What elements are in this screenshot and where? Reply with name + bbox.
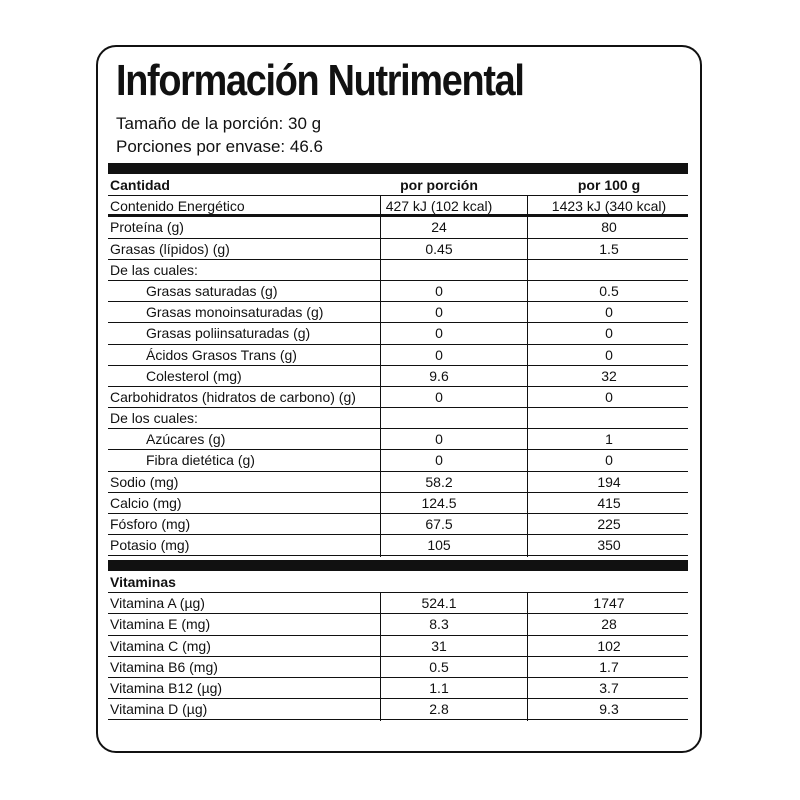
nutrient-name: Potasio (mg) bbox=[110, 537, 190, 554]
energy-label: Contenido Energético bbox=[110, 198, 245, 215]
value-per-100g: 0 bbox=[605, 346, 613, 363]
top-thick-divider bbox=[108, 163, 688, 174]
energy-per-100g: 1423 kJ (340 kcal) bbox=[551, 198, 667, 215]
nutrient-name: Colesterol (mg) bbox=[146, 367, 242, 384]
value-per-serving: 0 bbox=[435, 388, 443, 405]
table-row bbox=[108, 323, 688, 344]
value-per-serving: 124.5 bbox=[421, 494, 457, 511]
value-per-serving: 58.2 bbox=[425, 473, 453, 490]
label-title: Información Nutrimental bbox=[116, 56, 524, 105]
value-per-100g: 80 bbox=[601, 219, 617, 236]
value-per-serving: 8.3 bbox=[429, 616, 449, 633]
nutrient-name: Grasas monoinsaturadas (g) bbox=[146, 304, 324, 321]
value-per-serving: 0.45 bbox=[425, 240, 453, 257]
table-header-row bbox=[108, 175, 688, 196]
nutrient-name: Grasas (lípidos) (g) bbox=[110, 240, 230, 257]
value-per-100g: 0 bbox=[605, 325, 613, 342]
value-per-serving: 24 bbox=[431, 219, 447, 236]
vitamins-header-row bbox=[108, 572, 688, 593]
nutrient-name: Calcio (mg) bbox=[110, 494, 182, 511]
nutrient-name: Vitamina E (mg) bbox=[110, 616, 211, 633]
nutrient-name: Vitamina B12 (µg) bbox=[110, 679, 223, 696]
table-row bbox=[108, 450, 688, 471]
table-row bbox=[108, 535, 688, 556]
energy-row bbox=[108, 196, 688, 217]
value-per-serving: 0 bbox=[435, 346, 443, 363]
table-row bbox=[108, 281, 688, 302]
table-row bbox=[108, 408, 688, 429]
column-divider-2 bbox=[527, 196, 528, 557]
nutrient-name: Vitamina A (µg) bbox=[110, 595, 205, 612]
nutrient-name: Vitamina C (mg) bbox=[110, 637, 211, 654]
value-per-serving: 2.8 bbox=[429, 701, 449, 718]
value-per-100g: 0.5 bbox=[599, 282, 619, 299]
nutrient-name: Carbohidratos (hidratos de carbono) (g) bbox=[110, 388, 356, 405]
value-per-100g: 0 bbox=[605, 304, 613, 321]
table-row bbox=[108, 366, 688, 387]
value-per-100g: 0 bbox=[605, 388, 613, 405]
value-per-100g: 102 bbox=[597, 637, 621, 654]
vitamins-title: Vitaminas bbox=[110, 574, 176, 590]
value-per-100g: 225 bbox=[597, 516, 621, 532]
table-row bbox=[108, 239, 688, 260]
table-row bbox=[108, 387, 688, 408]
nutrient-name: Ácidos Grasos Trans (g) bbox=[146, 346, 297, 363]
nutrient-name: Fósforo (mg) bbox=[110, 516, 191, 532]
value-per-serving: 0 bbox=[435, 304, 443, 321]
value-per-serving: 31 bbox=[431, 637, 447, 654]
nutrient-name: Fibra dietética (g) bbox=[146, 452, 255, 469]
value-per-serving: 0.5 bbox=[429, 658, 449, 675]
value-per-serving: 0 bbox=[435, 431, 443, 448]
vitamin-column-divider-2 bbox=[527, 593, 528, 721]
table-row bbox=[108, 217, 688, 238]
table-row bbox=[108, 678, 688, 699]
value-per-100g: 1.7 bbox=[599, 658, 619, 675]
value-per-100g: 28 bbox=[601, 616, 617, 633]
column-divider-1 bbox=[380, 196, 381, 557]
value-per-100g: 415 bbox=[597, 494, 621, 511]
table-row bbox=[108, 657, 688, 678]
value-per-serving: 105 bbox=[427, 537, 451, 554]
serving-size: Tamaño de la porción: 30 g bbox=[116, 114, 322, 133]
value-per-serving: 67.5 bbox=[425, 516, 453, 532]
value-per-serving: 0 bbox=[435, 452, 443, 469]
value-per-100g: 194 bbox=[597, 473, 621, 490]
value-per-serving: 524.1 bbox=[421, 595, 457, 612]
vitamins-thick-divider bbox=[108, 560, 688, 571]
nutrient-name: Vitamina D (µg) bbox=[110, 701, 208, 718]
vitamin-column-divider-1 bbox=[380, 593, 381, 721]
value-per-100g: 0 bbox=[605, 452, 613, 469]
value-per-serving: 0 bbox=[435, 325, 443, 342]
value-per-100g: 1.5 bbox=[599, 240, 619, 257]
nutrient-name: Grasas saturadas (g) bbox=[146, 282, 278, 299]
table-row bbox=[108, 699, 688, 720]
value-per-serving: 9.6 bbox=[429, 367, 449, 384]
servings-per-container: Porciones por envase: 46.6 bbox=[116, 137, 323, 156]
table-row bbox=[108, 345, 688, 366]
header-quantity: Cantidad bbox=[110, 177, 170, 193]
value-per-serving: 0 bbox=[435, 282, 443, 299]
table-row bbox=[108, 493, 688, 514]
table-row bbox=[108, 614, 688, 635]
value-per-100g: 1 bbox=[605, 431, 613, 448]
table-row bbox=[108, 472, 688, 493]
header-per-100g: por 100 g bbox=[577, 177, 641, 193]
table-row bbox=[108, 636, 688, 657]
value-per-serving: 1.1 bbox=[429, 679, 449, 696]
nutrient-table bbox=[108, 175, 688, 556]
value-per-100g: 350 bbox=[597, 537, 621, 554]
nutrient-name: Vitamina B6 (mg) bbox=[110, 658, 218, 675]
value-per-100g: 32 bbox=[601, 367, 617, 384]
value-per-100g: 1747 bbox=[593, 595, 625, 612]
table-row bbox=[108, 302, 688, 323]
table-row bbox=[108, 429, 688, 450]
value-per-100g: 3.7 bbox=[599, 679, 619, 696]
nutrient-name: Azúcares (g) bbox=[146, 431, 226, 448]
table-row bbox=[108, 514, 688, 535]
nutrient-name: Sodio (mg) bbox=[110, 473, 179, 490]
nutrient-name: De las cuales: bbox=[110, 261, 198, 278]
table-row bbox=[108, 593, 688, 614]
nutrient-name: De los cuales: bbox=[110, 410, 198, 427]
header-per-serving: por porción bbox=[400, 177, 478, 193]
value-per-100g: 9.3 bbox=[599, 701, 619, 718]
table-row bbox=[108, 260, 688, 281]
energy-per-serving: 427 kJ (102 kcal) bbox=[385, 198, 493, 215]
nutrient-name: Proteína (g) bbox=[110, 219, 184, 236]
vitamins-table bbox=[108, 572, 688, 720]
nutrient-name: Grasas poliinsaturadas (g) bbox=[146, 325, 311, 342]
